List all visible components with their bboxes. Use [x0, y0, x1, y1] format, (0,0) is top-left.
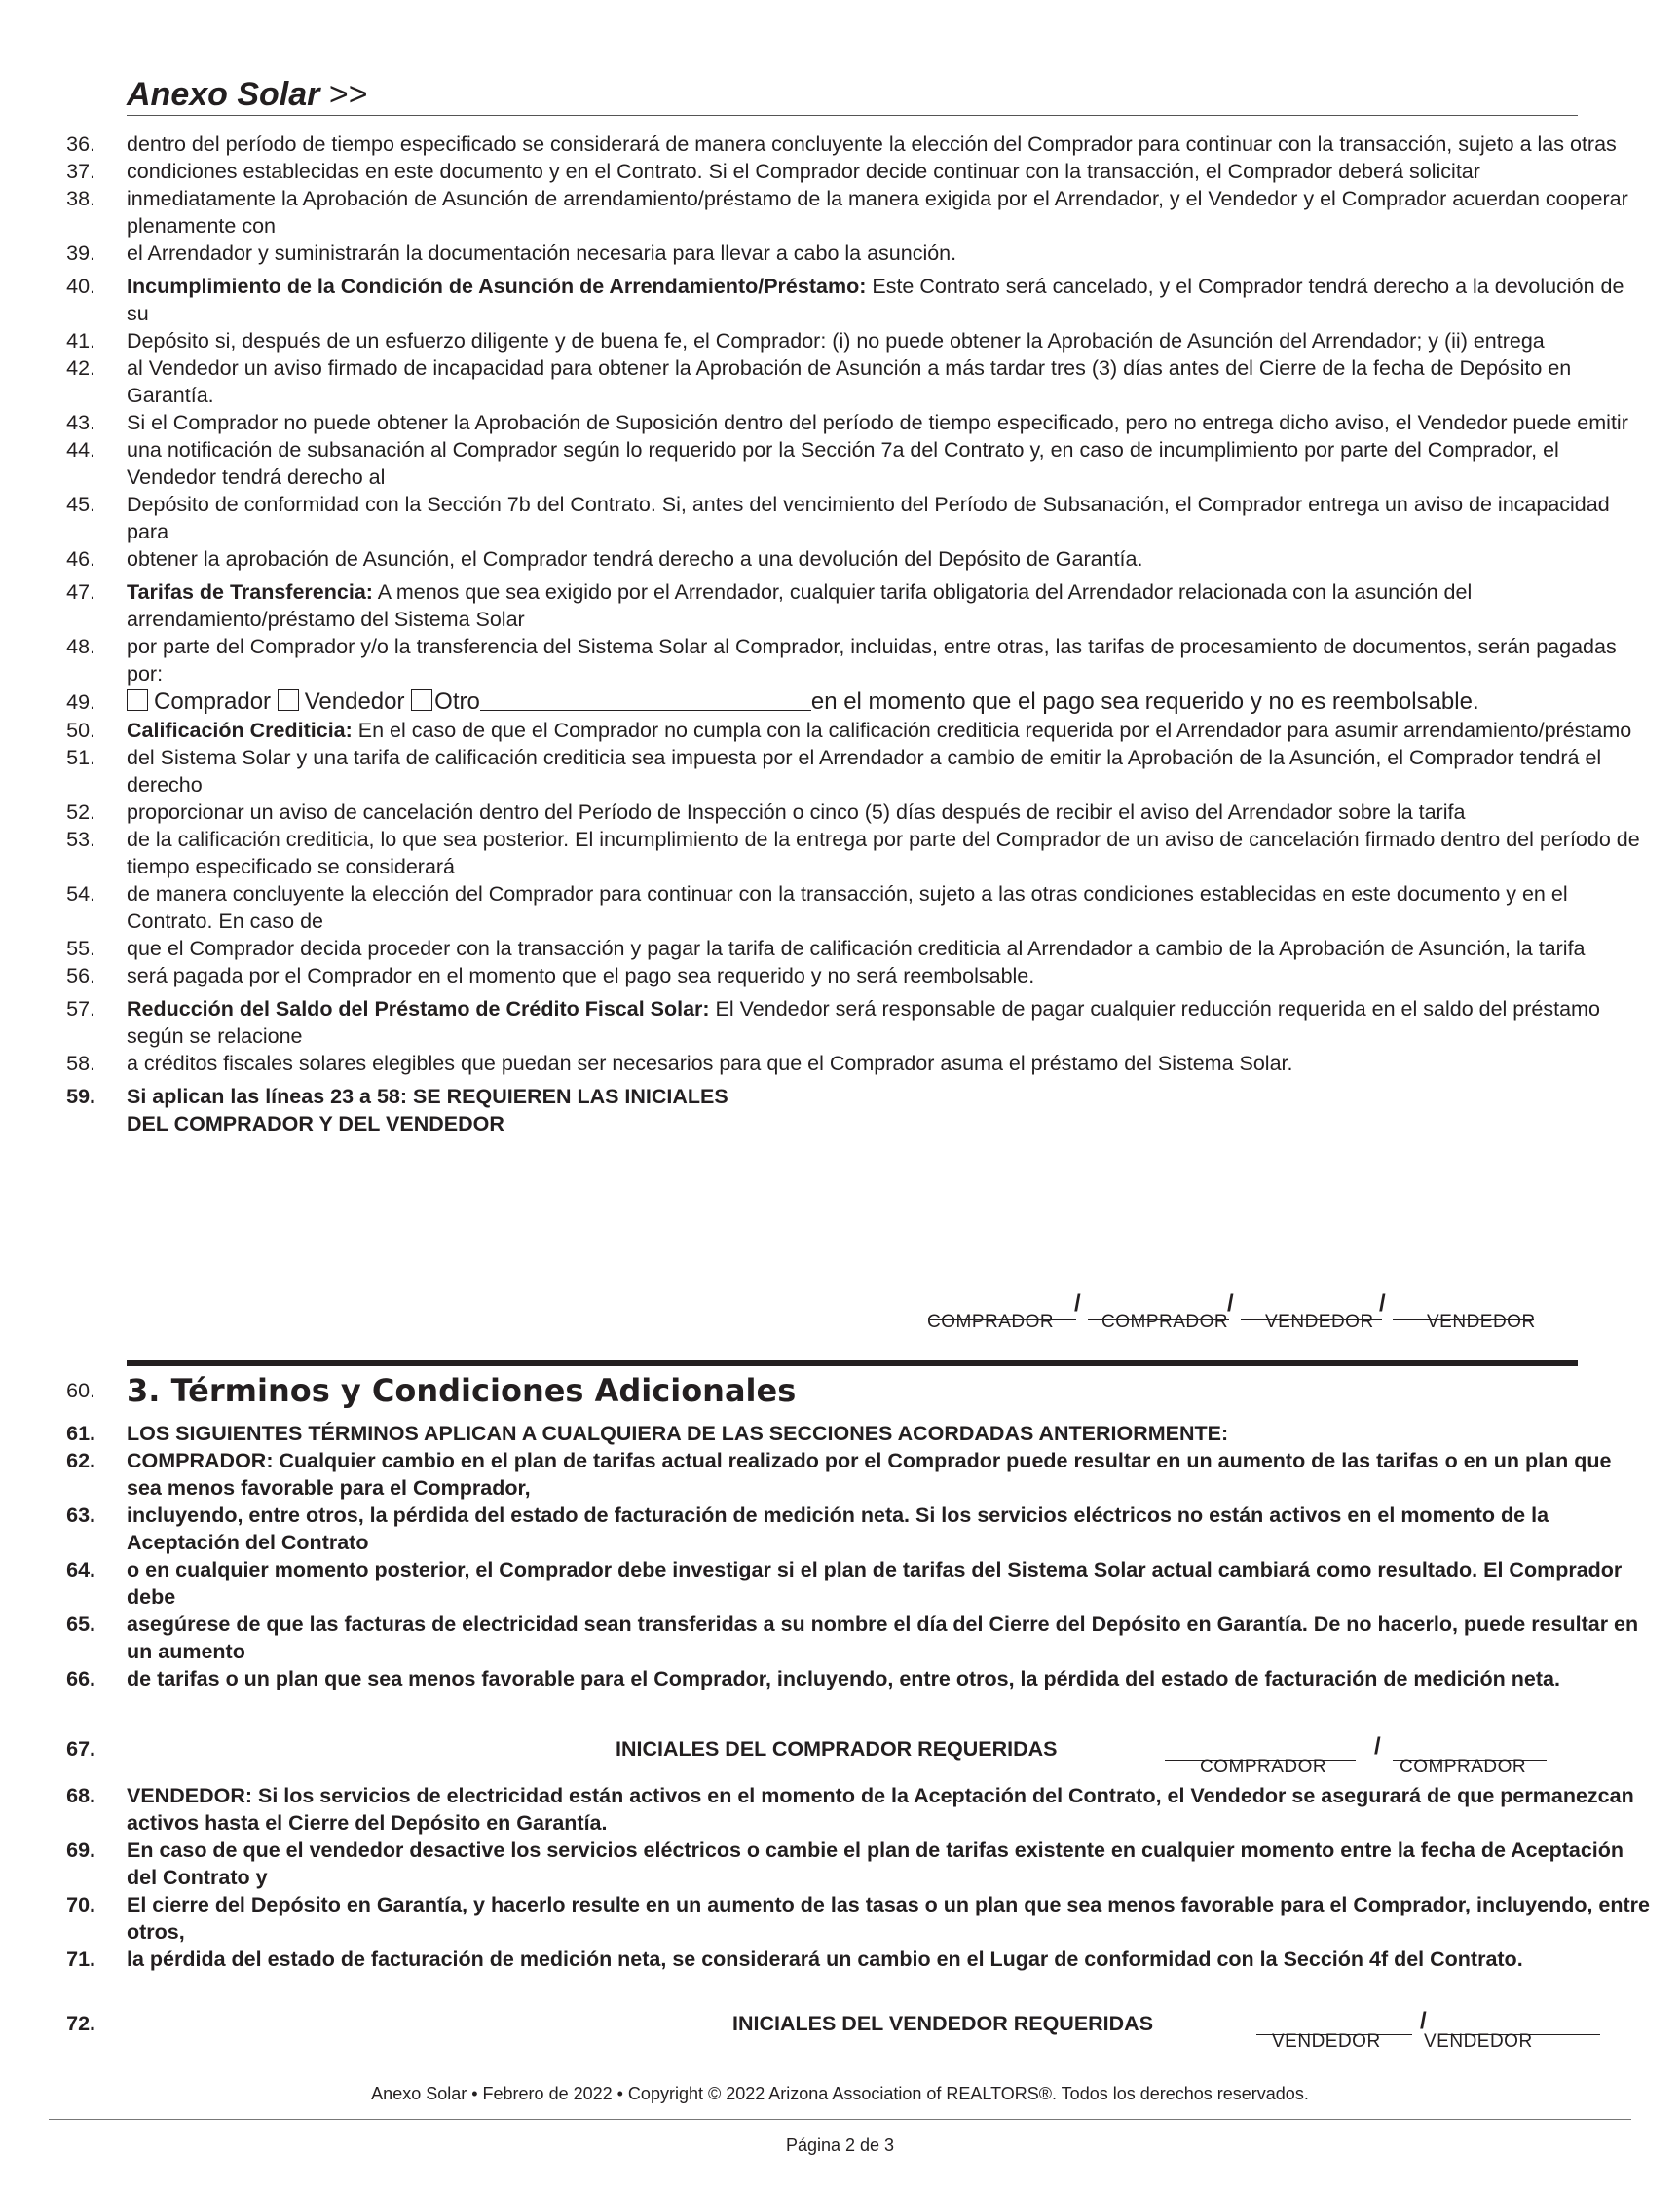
initials-label: VENDEDOR: [1265, 1312, 1374, 1332]
line-number: 48.: [66, 635, 95, 658]
initials-separator: /: [1379, 1290, 1386, 1317]
form-line-43: [0, 409, 1680, 436]
form-line-37: [0, 158, 1680, 185]
seller-terms: [0, 1782, 1680, 1973]
line-text: En el caso de que el Comprador no cumpla con la calificación crediticia requerida por el Arrendador para asumir arrendamiento/préstamo: [352, 719, 1632, 742]
line-text: de la calificación crediticia, lo que sea posterior. El incumplimiento de la entrega por parte del Comprador de un aviso de cancelación firmado dentro del período de tiempo especificado se considerará: [127, 828, 1640, 878]
copyright-footer: Anexo Solar • Febrero de 2022 • Copyright © 2022 Arizona Association of REALTORS®. Todos los derechos reservados.: [371, 2084, 1309, 2103]
line-number: 43.: [66, 411, 95, 434]
initials-label: VENDEDOR: [1272, 2031, 1381, 2052]
form-line-52: [0, 798, 1680, 826]
form-line-64: [0, 1556, 1680, 1611]
line-text: incluyendo, entre otros, la pérdida del estado de facturación de medición neta. Si los servicios eléctricos no están activos en el momento de la Aceptación del Contrato: [127, 1504, 1549, 1554]
form-line-66: [0, 1665, 1680, 1692]
line-text: será pagada por el Comprador en el momento que el pago sea requerido y no será reembolsable.: [127, 964, 1035, 987]
form-line-63: [0, 1502, 1680, 1556]
line-text: Depósito de conformidad con la Sección 7b del Contrato. Si, antes del vencimiento del Período de Subsanación, el Comprador entrega un aviso de incapacidad para: [127, 493, 1610, 543]
line-text: Depósito si, después de un esfuerzo diligente y de buena fe, el Comprador: (i) no puede obtener la Aprobación de Asunción del Arrendador; y (ii) entrega: [127, 329, 1545, 353]
line-number: 67.: [66, 1737, 95, 1761]
section-heading: Incumplimiento de la Condición de Asunción de Arrendamiento/Préstamo:: [127, 275, 867, 298]
line-text: en el momento que el pago sea requerido y no es reembolsable.: [810, 688, 1479, 715]
line-text: obtener la aprobación de Asunción, el Comprador tendrá derecho a una devolución del Depósito de Garantía.: [127, 547, 1143, 571]
form-line-59: [0, 1083, 1680, 1110]
line-text: condiciones establecidas en este documento y en el Contrato. Si el Comprador decide continuar con la transacción, el Comprador deberá solicitar: [127, 160, 1480, 183]
line-number: 60.: [66, 1379, 95, 1402]
line-number: 41.: [66, 329, 95, 353]
document-title: Anexo Solar: [127, 76, 320, 113]
line-text: la pérdida del estado de facturación de medición neta, se considerará un cambio en el Lugar de conformidad con la Sección 4f del Contrato.: [127, 1948, 1523, 1971]
line-text: del Sistema Solar y una tarifa de calificación crediticia sea impuesta por el Arrendador a cambio de emitir la Aprobación de la Asunción, el Comprador tendrá el derecho: [127, 746, 1602, 797]
line-number: 39.: [66, 241, 95, 265]
line-text: de manera concluyente la elección del Comprador para continuar con la transacción, sujeto a las otras condiciones establecidas en este documento y en el Contrato. En caso de: [127, 882, 1568, 933]
line-number: 71.: [66, 1948, 95, 1971]
line-number: 65.: [66, 1613, 95, 1636]
form-line-44: [0, 436, 1680, 491]
line-number: 69.: [66, 1838, 95, 1862]
line-text: El cierre del Depósito en Garantía, y hacerlo resulte en un aumento de las tasas o un plan que sea menos favorable para el Comprador, incluyendo, entre otros,: [127, 1893, 1650, 1944]
section-3: [0, 1371, 1680, 1692]
checkbox-vendedor[interactable]: [278, 689, 299, 711]
line-number: 51.: [66, 746, 95, 769]
line-text: a créditos fiscales solares elegibles que puedan ser necesarios para que el Comprador asuma el préstamo del Sistema Solar.: [127, 1052, 1293, 1075]
line-text: al Vendedor un aviso firmado de incapacidad para obtener la Aprobación de Asunción a más tardar tres (3) días antes del Cierre de la fecha de Depósito en Garantía.: [127, 356, 1572, 407]
option-label-otro: Otro: [434, 688, 480, 715]
line-text: que el Comprador decida proceder con la transacción y pagar la tarifa de calificación crediticia al Arrendador a cambio de la Aprobación de Asunción, la tarifa: [127, 937, 1586, 960]
form-line-68: [0, 1782, 1680, 1837]
checkbox-comprador[interactable]: [127, 689, 148, 711]
line-number: 53.: [66, 828, 95, 851]
line-text: Si el Comprador no puede obtener la Aprobación de Suposición dentro del período de tiempo especificado, pero no entrega dicho aviso, el Vendedor puede emitir: [127, 411, 1628, 434]
option-label-vendedor: Vendedor: [304, 688, 405, 715]
section-heading: Tarifas de Transferencia:: [127, 580, 373, 604]
section-title: 3. Términos y Condiciones Adicionales: [127, 1372, 797, 1409]
title-divider: [127, 115, 1578, 116]
checkbox-otro[interactable]: [411, 689, 432, 711]
line-number: 44.: [66, 438, 95, 462]
otro-fill-in-field[interactable]: [480, 688, 811, 711]
section-heading: Reducción del Saldo del Préstamo de Crédito Fiscal Solar:: [127, 997, 710, 1021]
line-text: asegúrese de que las facturas de electricidad sean transferidas a su nombre el día del Cierre del Depósito en Garantía. De no hacerlo, puede resultar en un aumento: [127, 1613, 1639, 1663]
form-line-55: [0, 935, 1680, 962]
line-number: 59.: [66, 1085, 95, 1108]
initials-separator: /: [1420, 2008, 1427, 2034]
initials-separator: /: [1374, 1733, 1381, 1760]
footer-divider: [49, 2119, 1631, 2120]
page-title: [127, 76, 368, 114]
line-number: 58.: [66, 1052, 95, 1075]
initials-instruction-cont: DEL COMPRADOR Y DEL VENDEDOR: [127, 1112, 504, 1135]
line-text: En caso de que el vendedor desactive los servicios eléctricos o cambie el plan de tarifas existente en cualquier momento entre la fecha de Aceptación del Contrato y: [127, 1838, 1624, 1889]
line-text: de tarifas o un plan que sea menos favorable para el Comprador, incluyendo, entre otros, la pérdida del estado de facturación de medición neta.: [127, 1667, 1560, 1690]
form-line-41: [0, 327, 1680, 354]
initials-label: COMPRADOR: [1400, 1757, 1527, 1777]
line-number: 50.: [66, 719, 95, 742]
line-number: 56.: [66, 964, 95, 987]
initials-label: COMPRADOR: [1200, 1757, 1327, 1777]
initials-label: VENDEDOR: [1424, 2031, 1533, 2052]
title-arrows: >>: [328, 76, 368, 113]
line-number: 40.: [66, 275, 95, 298]
line-number: 66.: [66, 1667, 95, 1690]
line-number: 42.: [66, 356, 95, 380]
form-line-69: [0, 1837, 1680, 1891]
initials-label: COMPRADOR: [927, 1312, 1055, 1332]
form-line-58: [0, 1050, 1680, 1077]
form-line-59-cont: [0, 1110, 1680, 1137]
form-line-54: [0, 880, 1680, 935]
line-number: 36.: [66, 132, 95, 156]
line-text: El Vendedor será responsable de pagar cualquier reducción requerida en el saldo del préstamo según se relacione: [127, 997, 1600, 1048]
initials-instruction: Si aplican las líneas 23 a 58: SE REQUIEREN LAS INICIALES: [127, 1085, 728, 1108]
line-text: una notificación de subsanación al Comprador según lo requerido por la Sección 7a del Contrato y, en caso de incumplimiento por parte del Comprador, el Vendedor tendrá derecho al: [127, 438, 1559, 489]
line-number: 64.: [66, 1558, 95, 1581]
line-text: LOS SIGUIENTES TÉRMINOS APLICAN A CUALQUIERA DE LAS SECCIONES ACORDADAS ANTERIORMENTE:: [127, 1422, 1229, 1445]
page-number: Página 2 de 3: [785, 2135, 895, 2155]
line-text: proporcionar un aviso de cancelación dentro del Período de Inspección o cinco (5) días después de recibir el aviso del Arrendador sobre la tarifa: [127, 800, 1466, 824]
form-line-45: [0, 491, 1680, 545]
form-line-46: [0, 545, 1680, 573]
seller-initials-required-label: INICIALES DEL VENDEDOR REQUERIDAS: [732, 2012, 1154, 2035]
line-number: 72.: [66, 2012, 95, 2035]
line-text: A menos que sea exigido por el Arrendador, cualquier tarifa obligatoria del Arrendador relacionada con la asunción del arrendamiento/préstamo del Sistema Solar: [127, 580, 1473, 631]
form-line-60: [0, 1371, 1680, 1414]
line-text: Este Contrato será cancelado, y el Comprador tendrá derecho a la devolución de su: [127, 275, 1624, 325]
form-line-65: [0, 1611, 1680, 1665]
form-line-40: [0, 273, 1680, 327]
line-number: 61.: [66, 1422, 95, 1445]
form-line-71: [0, 1946, 1680, 1973]
form-line-57: [0, 995, 1680, 1050]
line-number: 62.: [66, 1449, 95, 1472]
form-line-53: [0, 826, 1680, 880]
line-number: 45.: [66, 493, 95, 516]
line-number: 63.: [66, 1504, 95, 1527]
form-line-61: [0, 1420, 1680, 1447]
section-divider: [127, 1360, 1578, 1366]
form-body: [0, 130, 1680, 1137]
form-line-47: [0, 578, 1680, 633]
line-text: inmediatamente la Aprobación de Asunción de arrendamiento/préstamo de la manera exigida por el Arrendador, y el Vendedor y el Comprador acuerdan cooperar plenamente con: [127, 187, 1628, 238]
line-text: COMPRADOR: Cualquier cambio en el plan de tarifas actual realizado por el Comprador puede resultar en un aumento de las tarifas o en un plan que sea menos favorable para el Comprador,: [127, 1449, 1612, 1500]
line-number: 55.: [66, 937, 95, 960]
line-number: 57.: [66, 997, 95, 1021]
initials-label: COMPRADOR: [1101, 1312, 1229, 1332]
form-line-48: [0, 633, 1680, 687]
form-line-42: [0, 354, 1680, 409]
form-line-70: [0, 1891, 1680, 1946]
initials-separator: /: [1074, 1290, 1081, 1317]
form-line-38: [0, 185, 1680, 240]
section-heading: Calificación Crediticia:: [127, 719, 353, 742]
form-line-39: [0, 240, 1680, 267]
initials-label: VENDEDOR: [1427, 1312, 1536, 1332]
form-line-50: [0, 717, 1680, 744]
line-number: 37.: [66, 160, 95, 183]
line-number: 38.: [66, 187, 95, 210]
line-text: dentro del período de tiempo especificado se considerará de manera concluyente la elección del Comprador para continuar con la transacción, sujeto a las otras: [127, 132, 1617, 156]
form-line-49: [0, 687, 1680, 717]
form-line-56: [0, 962, 1680, 989]
line-number: 52.: [66, 800, 95, 824]
option-label-comprador: Comprador: [154, 688, 272, 715]
line-text: o en cualquier momento posterior, el Comprador debe investigar si el plan de tarifas del Sistema Solar actual cambiará como resultado. El Comprador debe: [127, 1558, 1623, 1609]
line-text: el Arrendador y suministrarán la documentación necesaria para llevar a cabo la asunción.: [127, 241, 957, 265]
line-text: VENDEDOR: Si los servicios de electricidad están activos en el momento de la Aceptación del Contrato, el Vendedor se asegurará de que permanezcan activos hasta el Cierre del Depósito en Garantía.: [127, 1784, 1634, 1835]
line-text: por parte del Comprador y/o la transferencia del Sistema Solar al Comprador, incluidas, entre otras, las tarifas de procesamiento de documentos, serán pagadas por:: [127, 635, 1617, 686]
line-number: 47.: [66, 580, 95, 604]
line-number: 70.: [66, 1893, 95, 1916]
initials-separator: /: [1227, 1290, 1234, 1317]
line-number: 68.: [66, 1784, 95, 1807]
form-line-51: [0, 744, 1680, 798]
buyer-initials-required-label: INICIALES DEL COMPRADOR REQUERIDAS: [616, 1737, 1058, 1761]
form-line-36: [0, 130, 1680, 158]
form-line-62: [0, 1447, 1680, 1502]
line-number: 49.: [66, 690, 95, 714]
line-number: 46.: [66, 547, 95, 571]
line-number: 54.: [66, 882, 95, 906]
